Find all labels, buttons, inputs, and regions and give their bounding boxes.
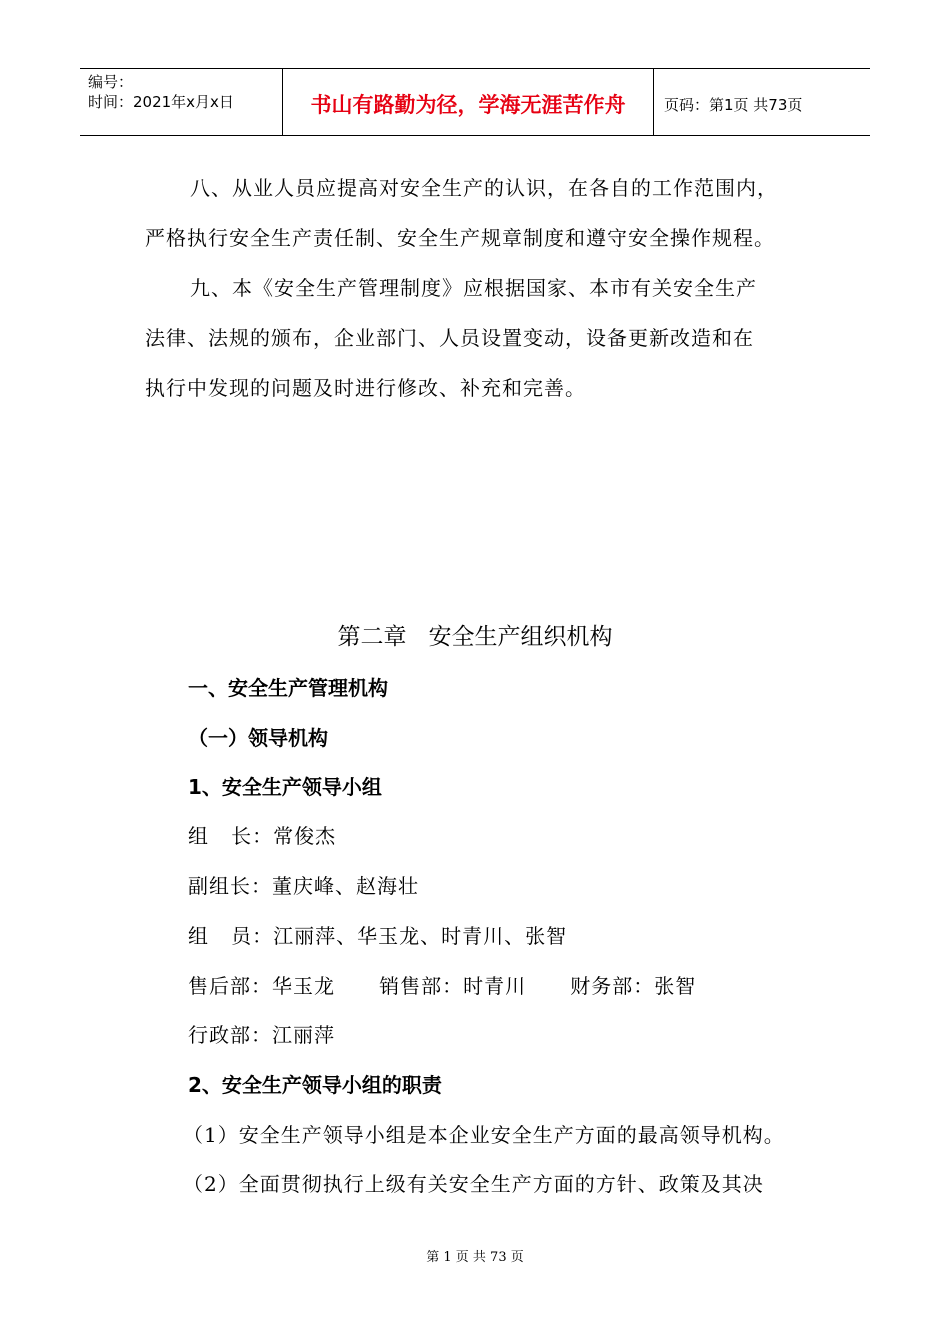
time-label: 时间：2021年x月x日 <box>88 93 234 111</box>
section-heading: 一、安全生产管理机构 <box>188 676 388 700</box>
para9-line2: 法律、法规的颁布，企业部门、人员设置变动，设备更新改造和在 <box>145 326 754 350</box>
para9-line1: 九、本《安全生产管理制度》应根据国家、本市有关安全生产 <box>190 276 757 300</box>
members-line: 组 员：江丽萍、华玉龙、时青川、张智 <box>188 924 568 948</box>
item2-heading: 2、安全生产领导小组的职责 <box>188 1073 442 1097</box>
item1-heading: 1、安全生产领导小组 <box>188 775 382 799</box>
leader-line: 组 长：常俊杰 <box>188 824 337 848</box>
document-header <box>80 68 870 136</box>
header-page-info: 页码：第1页 共73页 <box>664 95 803 114</box>
number-label: 编号： <box>88 73 134 91</box>
duty1-line: （1）安全生产领导小组是本企业安全生产方面的最高领导机构。 <box>183 1123 785 1147</box>
chapter-title: 第二章 安全生产组织机构 <box>337 624 613 650</box>
para8-line2: 严格执行安全生产责任制、安全生产规章制度和遵守安全操作规程。 <box>145 226 775 250</box>
duty2-line: （2）全面贯彻执行上级有关安全生产方面的方针、政策及其决 <box>183 1172 764 1196</box>
para9-line3: 执行中发现的问题及时进行修改、补充和完善。 <box>145 376 586 400</box>
para8-line1: 八、从业人员应提高对安全生产的认识，在各自的工作范围内， <box>190 176 778 200</box>
page-footer: 第 1 页 共 73 页 <box>426 1250 524 1265</box>
header-meta <box>80 69 282 135</box>
departments-line: 售后部：华玉龙 销售部：时青川 财务部：张智 <box>188 974 697 998</box>
deputy-line: 副组长：董庆峰、赵海壮 <box>188 874 419 898</box>
subsection-heading: （一）领导机构 <box>188 726 328 750</box>
header-motto: 书山有路勤为径，学海无涯苦作舟 <box>282 69 654 135</box>
admin-dept-line: 行政部：江丽萍 <box>188 1023 335 1047</box>
